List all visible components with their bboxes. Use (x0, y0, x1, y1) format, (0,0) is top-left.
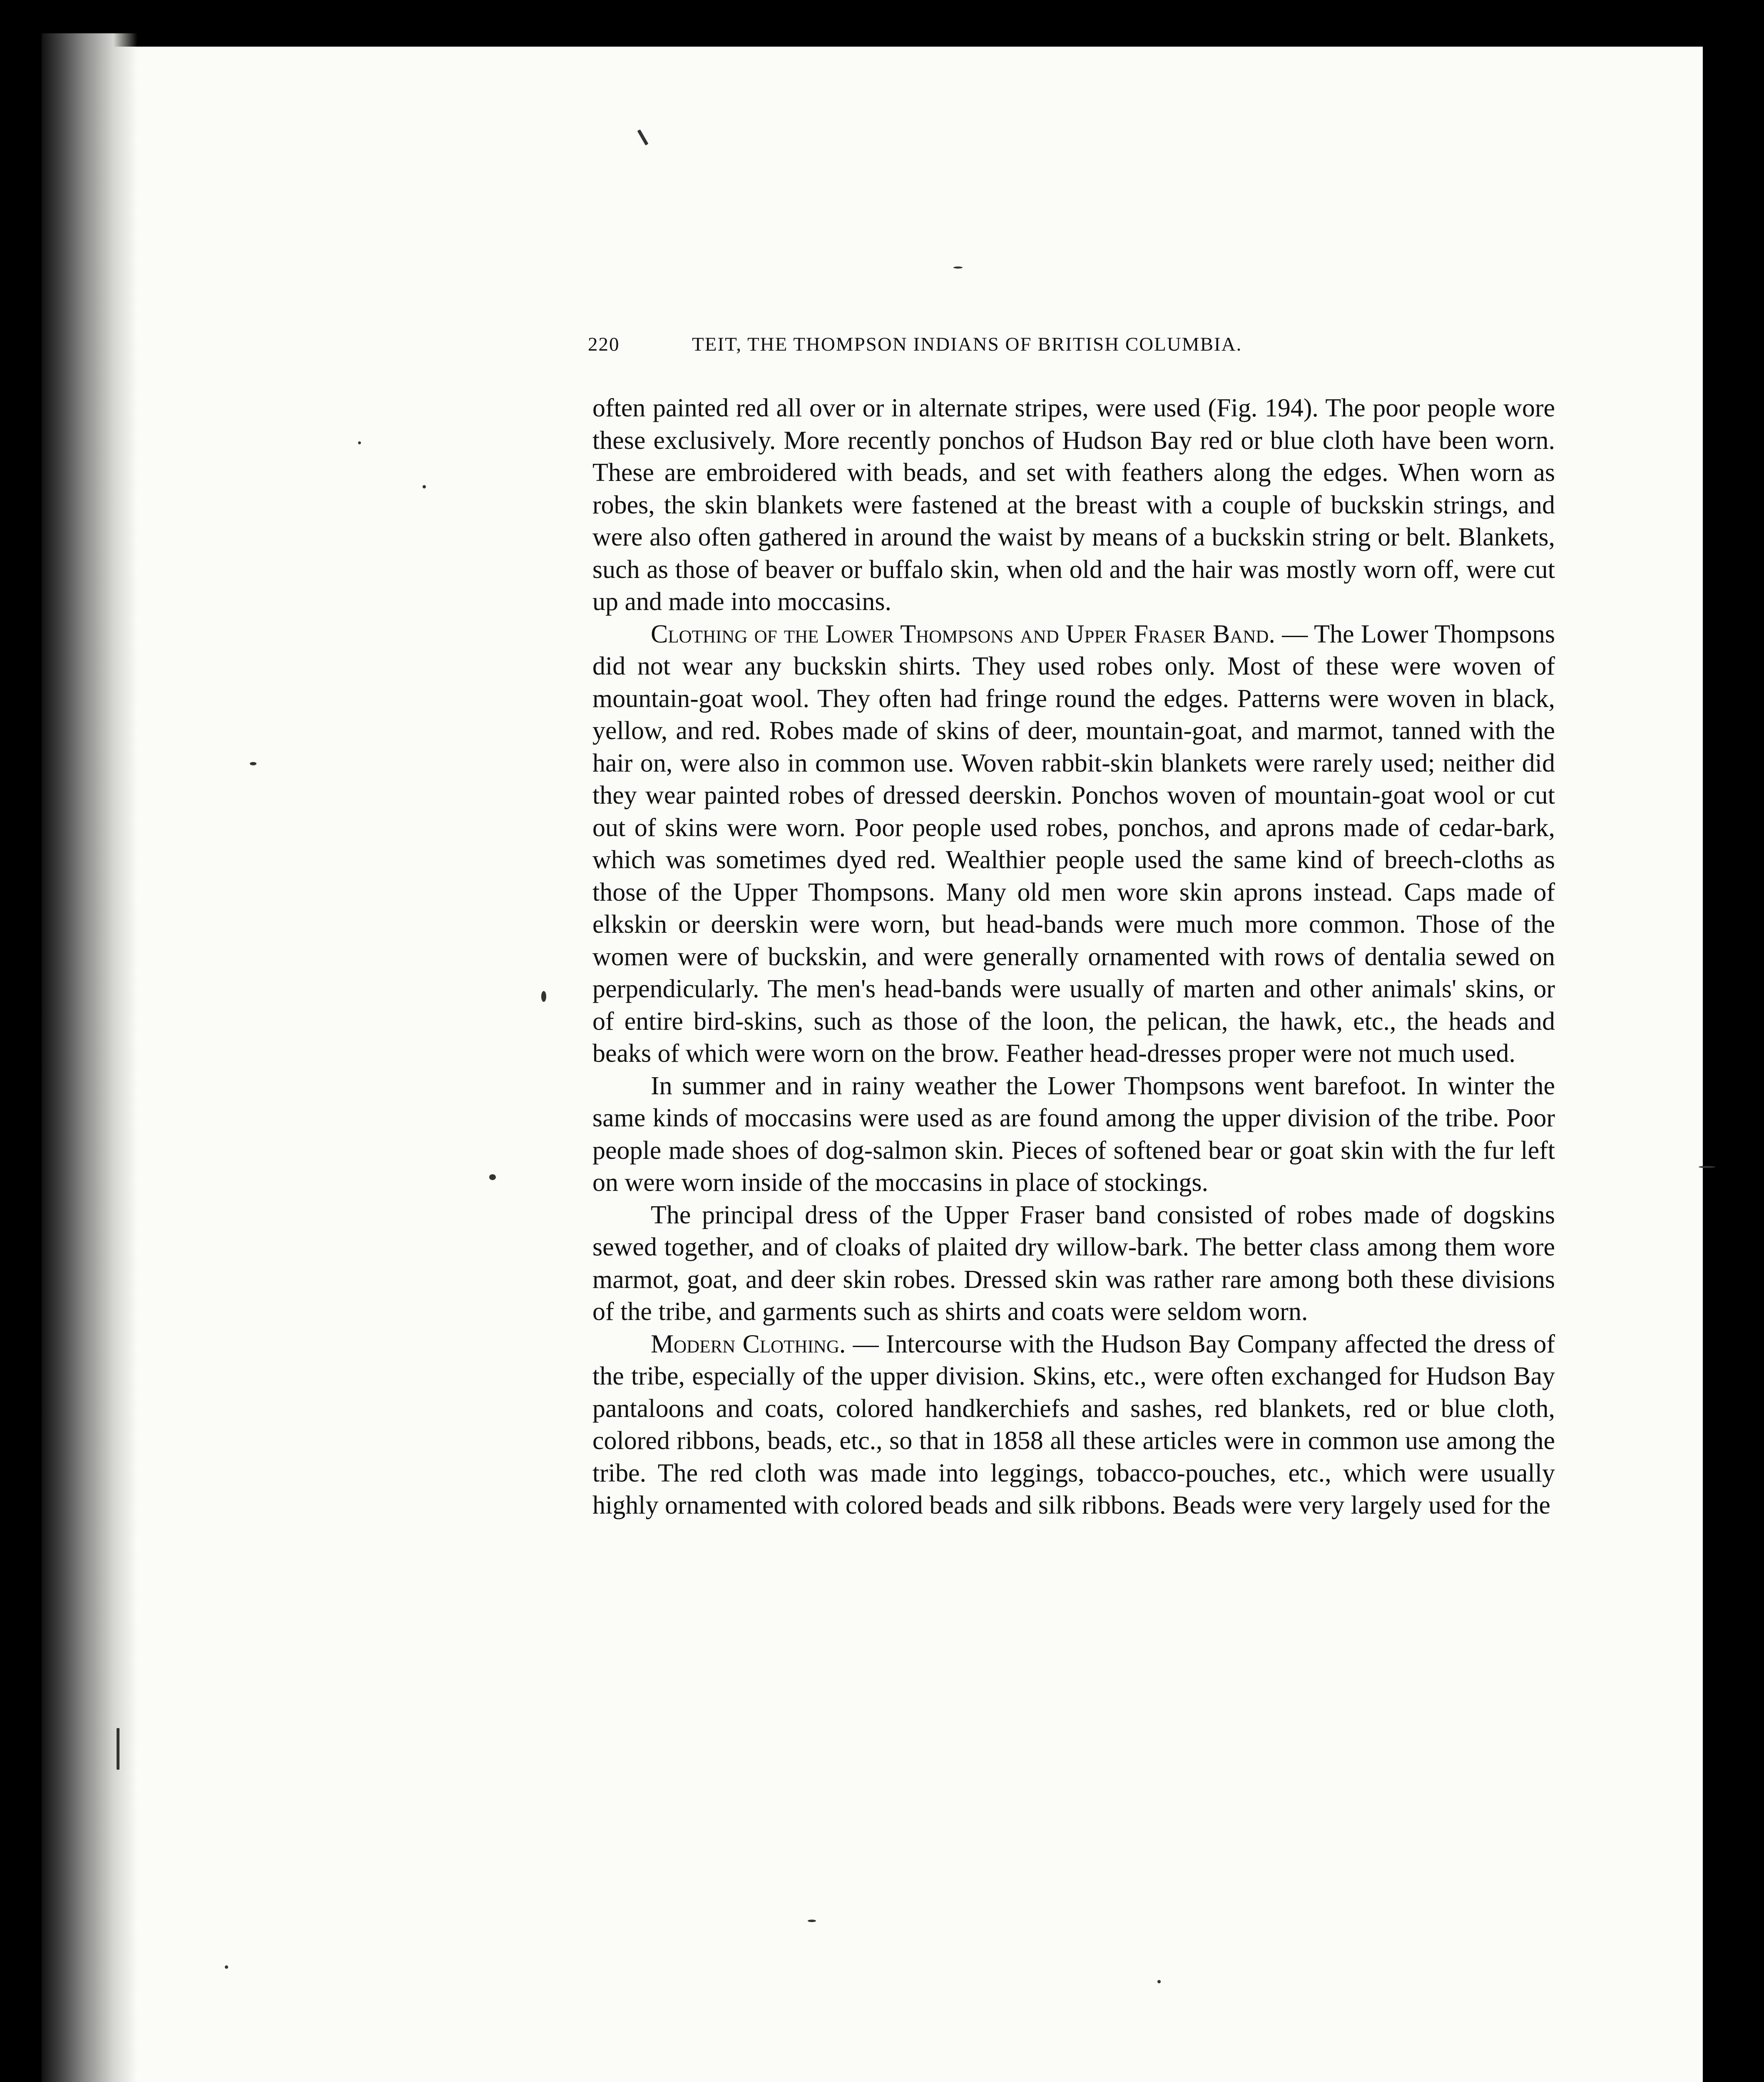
paragraph-text: often painted red all over or in alternate stripes, were used (Fig. 194). The poor people wore these exclusively. More recently ponchos of Hudson Bay red or blue cloth have been worn. These are embroidered with beads, and set with feathers along the edges. When worn as robes, the skin blankets were fastened at the breast with a couple of buckskin strings, and were also often gathered in around the waist by means of a buckskin string or belt. Blankets, such as those of beaver or buffalo skin, when old and the hair was mostly worn off, were cut up and made into moccasins. (592, 394, 1555, 616)
binding-shadow (42, 33, 137, 2082)
paragraph-text: In summer and in rainy weather the Lower Thompsons went barefoot. In winter the same kinds of moccasins were used as are found among the upper division of the tribe. Poor people made shoes of dog-salmon skin. Pieces of softened bear or goat skin with the fur left on were worn inside of the moccasins in place of stockings. (592, 1071, 1555, 1197)
scan-speck (117, 1728, 119, 1770)
paragraph (592, 392, 1555, 618)
paragraph (592, 1070, 1555, 1199)
scan-speck (953, 266, 963, 269)
scan-speck (358, 441, 361, 444)
scan-speck (250, 762, 256, 765)
section-heading: Modern Clothing. (651, 1330, 846, 1358)
running-title: TEIT, THE THOMPSON INDIANS OF BRITISH COLUMBIA. (692, 334, 1242, 355)
scan-speck (1699, 1166, 1715, 1168)
scan-speck (423, 485, 426, 488)
scan-speck (808, 1920, 816, 1922)
page-number: 220 (588, 334, 620, 355)
scan-speck (541, 991, 546, 1002)
paragraph-text: The principal dress of the Upper Fraser band consisted of robes made of dogskins sewed together, and of cloaks of plaited dry willow-bark. The better class among them wore marmot, goat, and deer skin robes. Dressed skin was rather rare among both these divisions of the tribe, and garments such as shirts and coats were seldom worn. (592, 1200, 1555, 1326)
section-heading: Clothing of the Lower Thompsons and Upper Fraser Band. (651, 620, 1275, 648)
paragraph-text: — The Lower Thompsons did not wear any buckskin shirts. They used robes only. Most of these were woven of mountain-goat wool. They often had fringe round the edges. Patterns were woven in black, yellow, and red. Robes made of skins of deer, mountain-goat, and marmot, tanned with the hair on, were also in common use. Woven rabbit-skin blankets were rarely used; neither did they wear painted robes of dressed deerskin. Ponchos woven of mountain-goat wool or cut out of skins were worn. Poor people used robes, ponchos, and aprons made of cedar-bark, which was sometimes dyed red. Wealthier people used the same kind of breech-cloths as those of the Upper Thompsons. Many old men wore skin aprons instead. Caps made of elkskin or deerskin were worn, but head-bands were much more common. Those of the women were of buckskin, and were generally ornamented with rows of dentalia sewed on perpendicularly. The men's head-bands were usually of marten and other animals' skins, or of entire bird-skins, such as those of the loon, the pelican, the hawk, etc., the heads and beaks of which were worn on the brow. Feather head-dresses proper were not much used. (592, 620, 1555, 1068)
scan-speck (225, 1965, 228, 1969)
scan-speck (1157, 1980, 1161, 1983)
body-text (592, 392, 1555, 1522)
paragraph (592, 1328, 1555, 1522)
page-header (588, 333, 1441, 366)
paragraph (592, 618, 1555, 1070)
paragraph-text: — Intercourse with the Hudson Bay Company affected the dress of the tribe, especially of the upper division. Skins, etc., were often exchanged for Hudson Bay pantaloons and coats, colored handkerchiefs and sashes, red blankets, red or blue cloth, colored ribbons, beads, etc., so that in 1858 all these articles were in common use among the tribe. The red cloth was made into leggings, tobacco-pouches, etc., which were usually highly ornamented with colored beads and silk ribbons. Beads were very largely used for the (592, 1330, 1555, 1519)
paragraph (592, 1199, 1555, 1328)
scan-speck (489, 1174, 496, 1180)
